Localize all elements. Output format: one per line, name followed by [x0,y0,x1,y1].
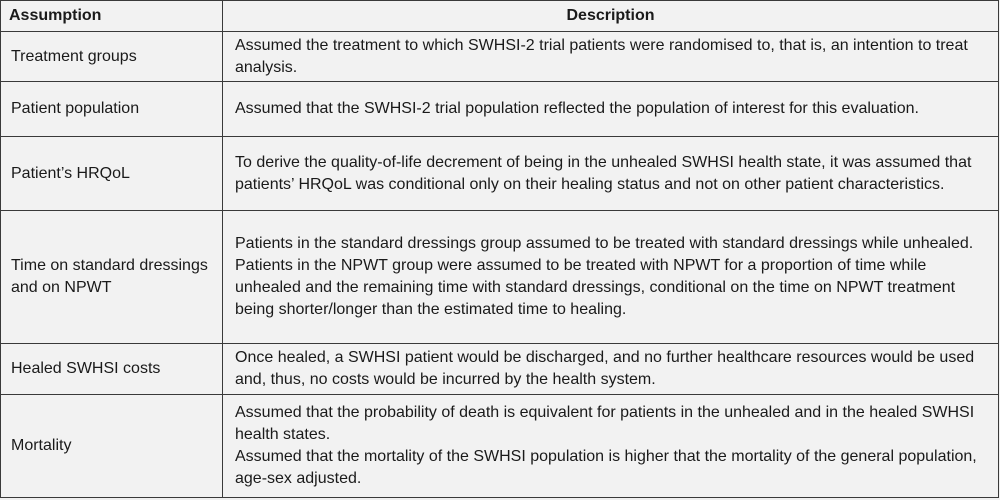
description-paragraph: Patients in the NPWT group were assumed to be treated with NPWT for a proportion of time while unhealed and the remaining time with standard dressings, conditional on the time on NPWT treatment being shorter/longer than the estimated time to healing. [235,257,956,318]
assumption-cell: Healed SWHSI costs [1,344,223,394]
header-description: Description [566,7,655,24]
description-cell [223,344,998,394]
description-cell [223,32,998,81]
table-header-row [1,1,998,32]
description-paragraph: Once healed, a SWHSI patient would be discharged, and no further healthcare resources would be used and, thus, no costs would be incurred by the health system. [235,349,975,388]
header-assumption: Assumption [1,1,223,31]
assumption-cell: Mortality [1,395,223,497]
description-paragraph: Assumed that the SWHSI-2 trial population reflected the population of interest for this evaluation. [235,100,919,117]
description-paragraph: To derive the quality-of-life decrement of being in the unhealed SWHSI health state, it was assumed that patients’ HRQoL was conditional only on their healing status and not on other patient characteristics. [235,153,972,193]
description-paragraph: Assumed that the probability of death is equivalent for patients in the unhealed and in the healed SWHSI health states. [235,404,975,443]
description-cell [223,395,998,497]
assumption-cell: Time on standard dressings and on NPWT [1,211,223,343]
table-row [1,137,998,211]
assumption-cell: Treatment groups [1,32,223,81]
description-cell [223,211,998,343]
description-cell [223,137,998,210]
assumption-cell: Patient population [1,82,223,136]
table-row [1,32,998,82]
description-paragraph: Patients in the standard dressings group assumed to be treated with standard dressings while unhealed. [235,235,974,252]
assumption-cell: Patient’s HRQoL [1,137,223,210]
table-row [1,395,998,497]
table-row [1,82,998,137]
description-paragraph: Assumed that the mortality of the SWHSI population is higher that the mortality of the general population, age-sex adjusted. [235,448,977,487]
description-cell [223,82,998,136]
table-row [1,344,998,395]
table-row [1,211,998,344]
description-paragraph: Assumed the treatment to which SWHSI-2 trial patients were randomised to, that is, an intention to treat analysis. [235,36,968,76]
